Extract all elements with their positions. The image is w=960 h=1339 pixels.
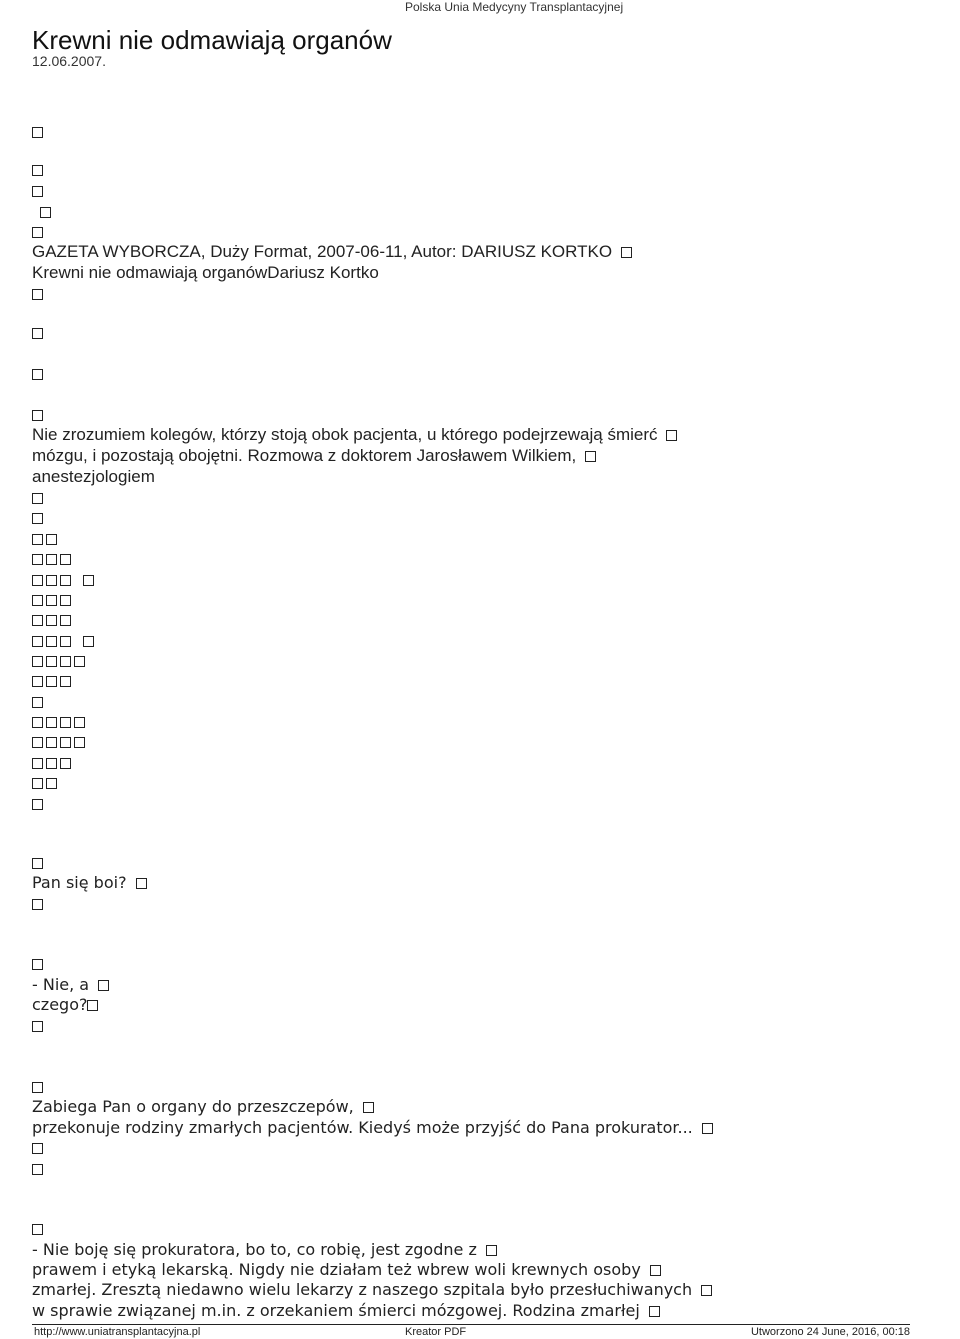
missing-glyph-icon — [87, 1000, 98, 1011]
placeholder-row — [32, 671, 74, 691]
missing-glyph-icon — [702, 1123, 713, 1134]
missing-glyph-icon — [32, 858, 43, 869]
missing-glyph-icon — [32, 778, 43, 789]
source-text: GAZETA WYBORCZA, Duży Format, 2007-06-11, Autor: DARIUSZ KORTKO — [32, 242, 613, 261]
missing-glyph-icon — [46, 656, 57, 667]
answer-1-line-1 — [32, 975, 112, 995]
placeholder-row — [32, 853, 46, 873]
placeholder-row — [32, 508, 46, 528]
placeholder-row — [32, 160, 46, 180]
missing-glyph-icon — [60, 656, 71, 667]
missing-glyph-icon — [32, 595, 43, 606]
placeholder-row — [32, 590, 74, 610]
placeholder-row — [32, 222, 46, 242]
lead-line-1 — [32, 425, 680, 445]
placeholder-row — [32, 1219, 46, 1239]
missing-glyph-icon — [32, 737, 43, 748]
article-date: 12.06.2007. — [32, 53, 106, 69]
page-footer — [32, 1324, 910, 1339]
missing-glyph-icon — [32, 959, 43, 970]
placeholder-row — [32, 122, 46, 142]
missing-glyph-icon — [46, 778, 57, 789]
question-text: Zabiega Pan o organy do przeszczepów, — [32, 1097, 354, 1116]
answer-text: w sprawie związanej m.in. z orzekaniem śmierci mózgowej. Rodzina zmarłej — [32, 1301, 640, 1320]
missing-glyph-icon — [46, 676, 57, 687]
missing-glyph-icon — [701, 1285, 712, 1296]
source-line — [32, 242, 635, 262]
answer-2-line-2 — [32, 1260, 664, 1280]
missing-glyph-icon — [32, 1143, 43, 1154]
missing-glyph-icon — [32, 575, 43, 586]
question-2-line-1 — [32, 1097, 377, 1117]
missing-glyph-icon — [666, 430, 677, 441]
missing-glyph-icon — [32, 534, 43, 545]
page-title: Krewni nie odmawiają organów — [32, 25, 392, 55]
placeholder-row — [32, 549, 74, 569]
missing-glyph-icon — [46, 575, 57, 586]
missing-glyph-icon — [32, 1164, 43, 1175]
missing-glyph-icon — [40, 207, 51, 218]
missing-glyph-icon — [46, 615, 57, 626]
answer-text: - Nie, a — [32, 975, 90, 994]
missing-glyph-icon — [32, 289, 43, 300]
missing-glyph-icon — [32, 493, 43, 504]
missing-glyph-icon — [83, 636, 94, 647]
missing-glyph-icon — [46, 717, 57, 728]
missing-glyph-icon — [32, 676, 43, 687]
answer-1-line-2 — [32, 995, 101, 1015]
missing-glyph-icon — [32, 1082, 43, 1093]
placeholder-row — [40, 202, 54, 222]
missing-glyph-icon — [32, 554, 43, 565]
lead-text: mózgu, i pozostają obojętni. Rozmowa z doktorem Jarosławem Wilkiem, — [32, 446, 577, 465]
missing-glyph-icon — [32, 410, 43, 421]
answer-text: prawem i etyką lekarską. Nigdy nie działam też wbrew woli krewnych osoby — [32, 1260, 641, 1279]
missing-glyph-icon — [74, 717, 85, 728]
placeholder-row — [32, 529, 60, 549]
header-site-name: Polska Unia Medycyny Transplantacyjnej — [405, 0, 624, 14]
missing-glyph-icon — [32, 758, 43, 769]
missing-glyph-icon — [32, 328, 43, 339]
missing-glyph-icon — [32, 697, 43, 708]
missing-glyph-icon — [46, 737, 57, 748]
missing-glyph-icon — [60, 758, 71, 769]
placeholder-row — [32, 631, 97, 651]
missing-glyph-icon — [621, 247, 632, 258]
placeholder-row — [32, 405, 46, 425]
question-text: przekonuje rodziny zmarłych pacjentów. Kiedyś może przyjść do Pana prokurator... — [32, 1118, 693, 1137]
placeholder-row — [32, 1077, 46, 1097]
footer-url-link[interactable]: http://www.uniatransplantacyjna.pl — [34, 1326, 201, 1338]
missing-glyph-icon — [32, 656, 43, 667]
missing-glyph-icon — [486, 1245, 497, 1256]
footer-creator: Kreator PDF — [405, 1326, 467, 1338]
answer-2-line-1 — [32, 1240, 500, 1260]
placeholder-row — [32, 753, 74, 773]
missing-glyph-icon — [46, 595, 57, 606]
missing-glyph-icon — [60, 636, 71, 647]
missing-glyph-icon — [32, 127, 43, 138]
missing-glyph-icon — [46, 534, 57, 545]
missing-glyph-icon — [650, 1265, 661, 1276]
missing-glyph-icon — [60, 737, 71, 748]
placeholder-row — [32, 651, 88, 671]
missing-glyph-icon — [32, 165, 43, 176]
missing-glyph-icon — [32, 227, 43, 238]
placeholder-row — [32, 488, 46, 508]
question-2-line-2 — [32, 1118, 716, 1138]
missing-glyph-icon — [98, 980, 109, 991]
placeholder-row — [32, 954, 46, 974]
missing-glyph-icon — [32, 799, 43, 810]
answer-2-line-3 — [32, 1280, 715, 1300]
placeholder-row — [32, 570, 97, 590]
placeholder-row — [32, 692, 46, 712]
missing-glyph-icon — [32, 1224, 43, 1235]
missing-glyph-icon — [60, 595, 71, 606]
placeholder-row — [32, 732, 88, 752]
missing-glyph-icon — [74, 737, 85, 748]
missing-glyph-icon — [32, 615, 43, 626]
missing-glyph-icon — [60, 615, 71, 626]
missing-glyph-icon — [46, 758, 57, 769]
lead-text: Nie zrozumiem kolegów, którzy stoją obok pacjenta, u którego podejrzewają śmierć — [32, 425, 658, 444]
placeholder-row — [32, 712, 88, 732]
missing-glyph-icon — [32, 513, 43, 524]
missing-glyph-icon — [60, 717, 71, 728]
answer-text: - Nie boję się prokuratora, bo to, co robię, jest zgodne z — [32, 1240, 477, 1259]
missing-glyph-icon — [136, 878, 147, 889]
missing-glyph-icon — [32, 369, 43, 380]
missing-glyph-icon — [32, 717, 43, 728]
missing-glyph-icon — [32, 899, 43, 910]
lead-line-2 — [32, 446, 599, 466]
missing-glyph-icon — [60, 676, 71, 687]
question-text: Pan się boi? — [32, 873, 127, 892]
missing-glyph-icon — [649, 1306, 660, 1317]
lead-line-3: anestezjologiem — [32, 467, 155, 486]
missing-glyph-icon — [32, 636, 43, 647]
answer-text: czego? — [32, 995, 88, 1014]
placeholder-row — [32, 1138, 46, 1158]
placeholder-row — [32, 284, 46, 304]
footer-created: Utworzono 24 June, 2016, 00:18 — [750, 1326, 910, 1338]
placeholder-row — [32, 1159, 46, 1179]
placeholder-row — [32, 181, 46, 201]
missing-glyph-icon — [46, 636, 57, 647]
missing-glyph-icon — [585, 451, 596, 462]
placeholder-row — [32, 323, 46, 343]
missing-glyph-icon — [83, 575, 94, 586]
placeholder-row — [32, 794, 46, 814]
placeholder-row — [32, 1016, 46, 1036]
question-1 — [32, 873, 150, 893]
placeholder-row — [32, 364, 46, 384]
placeholder-row — [32, 610, 74, 630]
missing-glyph-icon — [60, 554, 71, 565]
headline-author: Krewni nie odmawiają organówDariusz Kortko — [32, 263, 379, 282]
placeholder-row — [32, 894, 46, 914]
missing-glyph-icon — [74, 656, 85, 667]
missing-glyph-icon — [60, 575, 71, 586]
placeholder-row — [32, 773, 60, 793]
missing-glyph-icon — [32, 186, 43, 197]
missing-glyph-icon — [46, 554, 57, 565]
missing-glyph-icon — [32, 1021, 43, 1032]
missing-glyph-icon — [363, 1102, 374, 1113]
answer-text: zmarłej. Zresztą niedawno wielu lekarzy z naszego szpitala było przesłuchiwanych — [32, 1280, 693, 1299]
answer-2-line-4 — [32, 1301, 663, 1321]
